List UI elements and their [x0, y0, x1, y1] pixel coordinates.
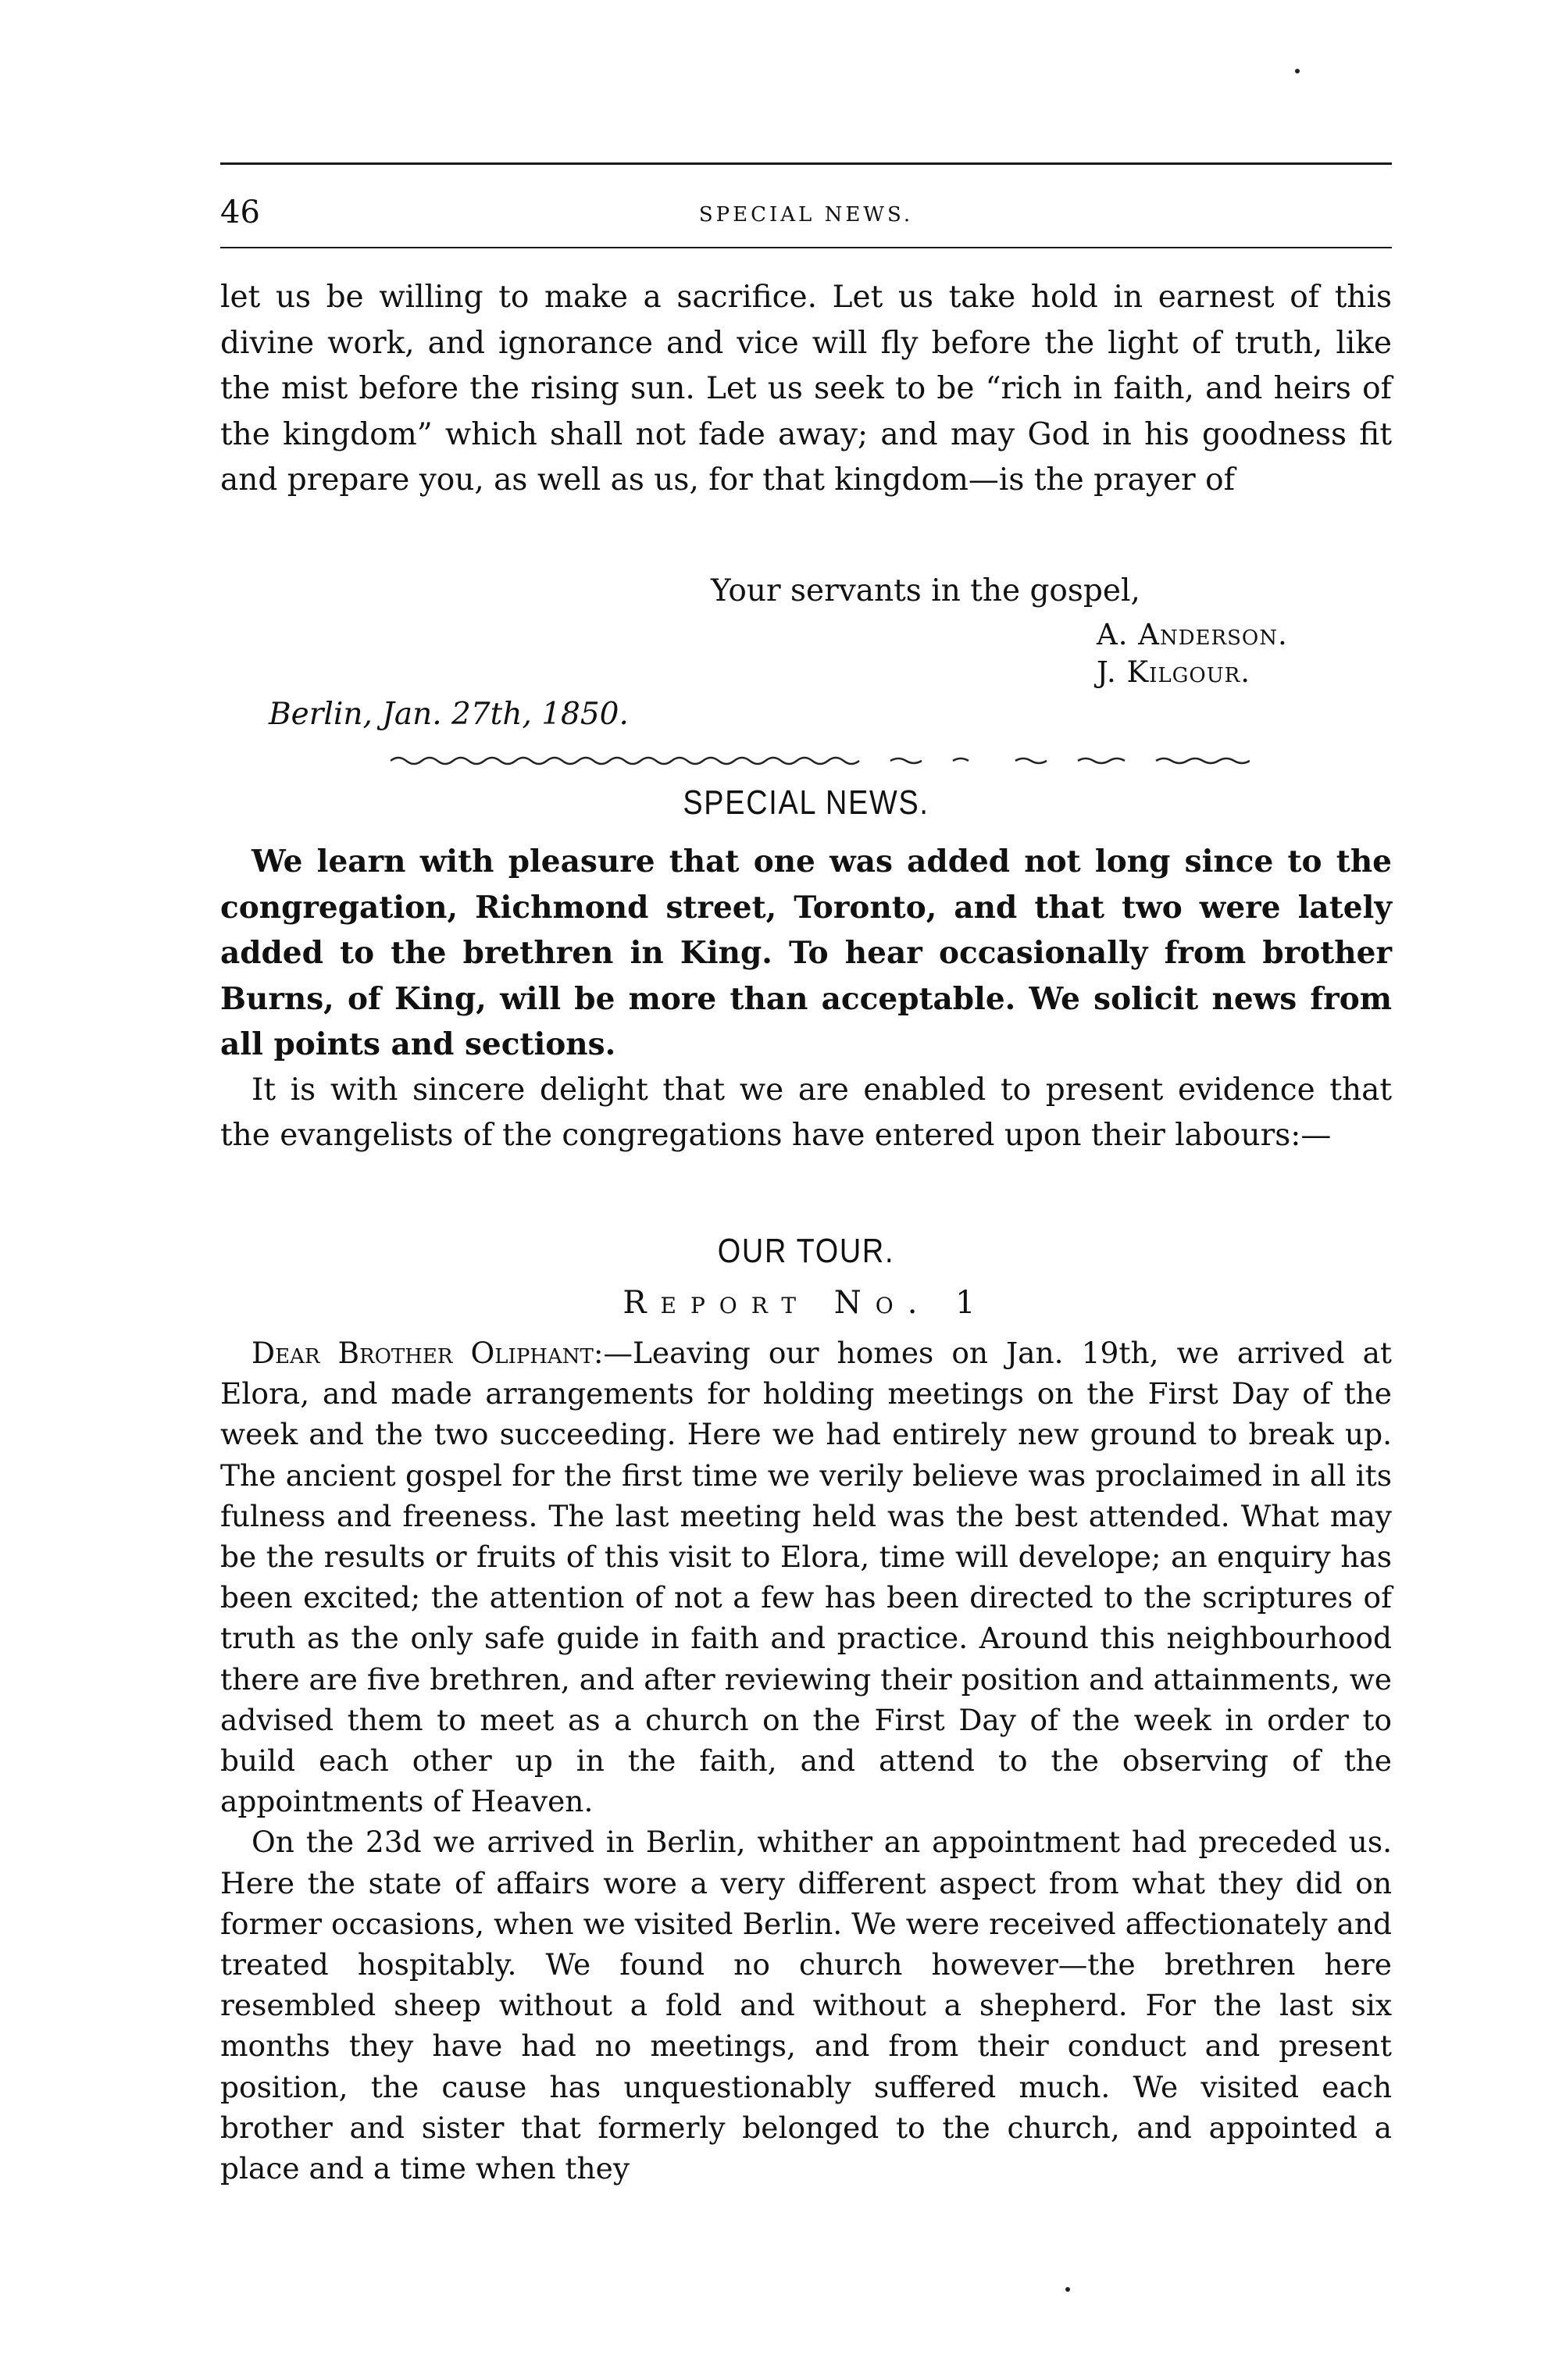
report-paragraph	[220, 1333, 1392, 1822]
page-number: 46	[220, 194, 260, 230]
print-speck	[1065, 2287, 1070, 2292]
special-news-paragraph: It is with sincere delight that we are enabled to present evidence that the evangelists of the congregations have entered upon their labours:—	[220, 1072, 1392, 1153]
print-speck	[1295, 69, 1300, 73]
signature-block	[220, 562, 1392, 732]
top-rule	[220, 162, 1392, 165]
letter-closing	[220, 275, 1392, 504]
report-paragraph: On the 23d we arrived in Berlin, whither an appointment had preceded us. Here the state of affairs wore a very different aspect from what they did on former occasions, when we visited Berlin. We were received affectionately and treated hospitably. We found no church however—the brethren here resembled sheep without a fold and without a shepherd. For the last six months they have had no meetings, and from their conduct and present position, the cause has unquestionably suffered much. We visited each brother and sister that formerly belonged to the church, and appointed a place and a time when they	[220, 1825, 1392, 2186]
special-news-paragraph: We learn with pleasure that one was added not long since to the congregation, Richmond street, Toronto, and that two were lately added to the brethren in King. To hear occasionally from brother Burns, of King, will be more than acceptable. We solicit news from all points and sections.	[220, 844, 1392, 1062]
wavy-divider	[391, 751, 1250, 770]
our-tour-body	[220, 1333, 1392, 2189]
running-head	[220, 191, 1392, 237]
salutation-close: Your servants in the gospel,	[711, 573, 1140, 608]
signatory-anderson: A. Anderson.	[1097, 618, 1288, 651]
our-tour-heading: OUR TOUR.	[717, 1232, 895, 1270]
special-news-body	[220, 839, 1392, 1159]
signatory-kilgour: J. Kilgour.	[1097, 655, 1250, 689]
special-news-heading: SPECIAL NEWS.	[683, 783, 929, 822]
report-label: Report No. 1	[623, 1285, 990, 1321]
running-title: SPECIAL NEWS.	[698, 203, 914, 227]
dateline: Berlin, Jan. 27th, 1850.	[269, 697, 629, 732]
greeting: Dear Brother Oliphant:	[252, 1336, 604, 1370]
header-rule	[220, 247, 1392, 248]
letter-closing-paragraph: let us be willing to make a sacrifice. Let us take hold in earnest of this divine work, and ignorance and vice will fly before the light of truth, like the mist before the rising sun. Let us seek to be “rich in faith, and heirs of the kingdom” which shall not fade away; and may God in his goodness fit and prepare you, as well as us, for that kingdom—is the prayer of	[220, 280, 1392, 498]
report-paragraph-text: —Leaving our homes on Jan. 19th, we arrived at Elora, and made arrangements for holding meetings on the First Day of the week and the two succeeding. Here we had entirely new ground to break up. The ancient gospel for the first time we verily believe was proclaimed in all its fulness and freeness. The last meeting held was the best attended. What may be the results or fruits of this visit to Elora, time will develope; an enquiry has been excited; the attention of not a few has been directed to the scriptures of truth as the only safe guide in faith and practice. Around this neighbourhood there are five brethren, and after reviewing their position and attainments, we advised them to meet as a church on the First Day of the week in order to build each other up in the faith, and attend to the observing of the appointments of Heaven.	[220, 1336, 1392, 1819]
